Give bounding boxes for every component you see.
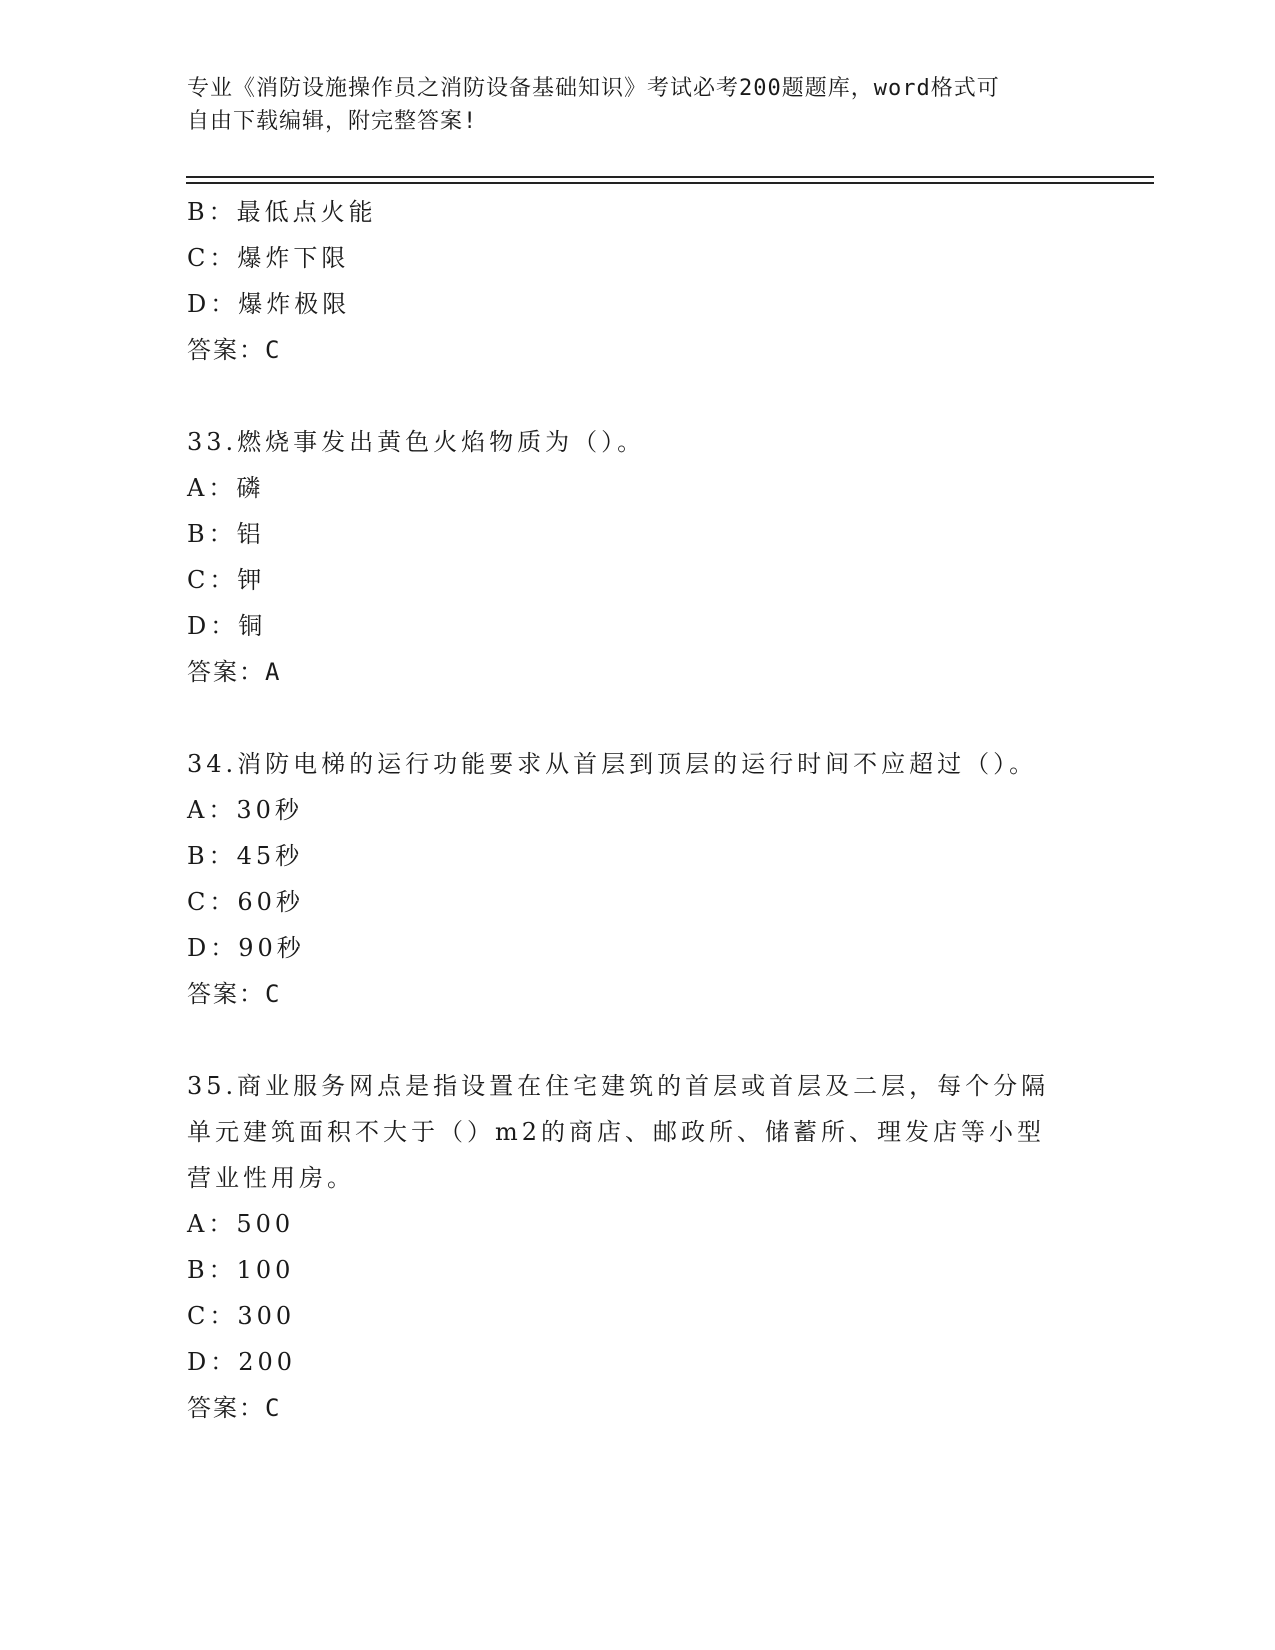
option-a: A：30秒 bbox=[187, 796, 303, 824]
question-text-line-1: 35.商业服务网点是指设置在住宅建筑的首层或首层及二层，每个分隔 bbox=[187, 1072, 1050, 1100]
option-c: C：钾 bbox=[187, 566, 266, 594]
question-text: 34.消防电梯的运行功能要求从首层到顶层的运行时间不应超过（）。 bbox=[187, 750, 1038, 778]
option-a: A：500 bbox=[187, 1210, 295, 1238]
question-text-line-2: 单元建筑面积不大于（）m2的商店、邮政所、储蓄所、理发店等小型 bbox=[187, 1118, 1046, 1146]
answer-line: 答案：A bbox=[187, 658, 282, 686]
answer-line: 答案：C bbox=[187, 980, 282, 1008]
header-divider-bottom bbox=[186, 182, 1154, 184]
option-c: C：爆炸下限 bbox=[187, 244, 350, 272]
option-c: C：60秒 bbox=[187, 888, 304, 916]
answer-line: 答案：C bbox=[187, 336, 282, 364]
header-line-1: 专业《消防设施操作员之消防设备基础知识》考试必考200题题库，word格式可 bbox=[187, 76, 1000, 101]
spacer bbox=[187, 695, 1087, 741]
option-d: D：90秒 bbox=[187, 934, 305, 962]
option-b: B：最低点火能 bbox=[187, 198, 377, 226]
option-a: A：磷 bbox=[187, 474, 265, 502]
option-b: B：铝 bbox=[187, 520, 265, 548]
spacer bbox=[187, 1017, 1087, 1063]
answer-line: 答案：C bbox=[187, 1394, 282, 1422]
spacer bbox=[187, 373, 1087, 419]
question-text-line-3: 营业性用房。 bbox=[187, 1164, 355, 1192]
question-35-block bbox=[187, 1063, 1087, 1431]
question-32-block bbox=[187, 189, 1087, 373]
option-c: C：300 bbox=[187, 1302, 296, 1330]
question-33-block bbox=[187, 419, 1087, 695]
question-34-block bbox=[187, 741, 1087, 1017]
option-d: D：爆炸极限 bbox=[187, 290, 351, 318]
question-content bbox=[187, 189, 1087, 1431]
document-header bbox=[187, 72, 1067, 138]
header-divider-top bbox=[186, 176, 1154, 178]
question-text: 33.燃烧事发出黄色火焰物质为（）。 bbox=[187, 428, 646, 456]
option-b: B：100 bbox=[187, 1256, 295, 1284]
option-d: D：铜 bbox=[187, 612, 267, 640]
option-d: D：200 bbox=[187, 1348, 297, 1376]
header-line-2: 自由下载编辑，附完整答案! bbox=[187, 109, 478, 134]
option-b: B：45秒 bbox=[187, 842, 304, 870]
